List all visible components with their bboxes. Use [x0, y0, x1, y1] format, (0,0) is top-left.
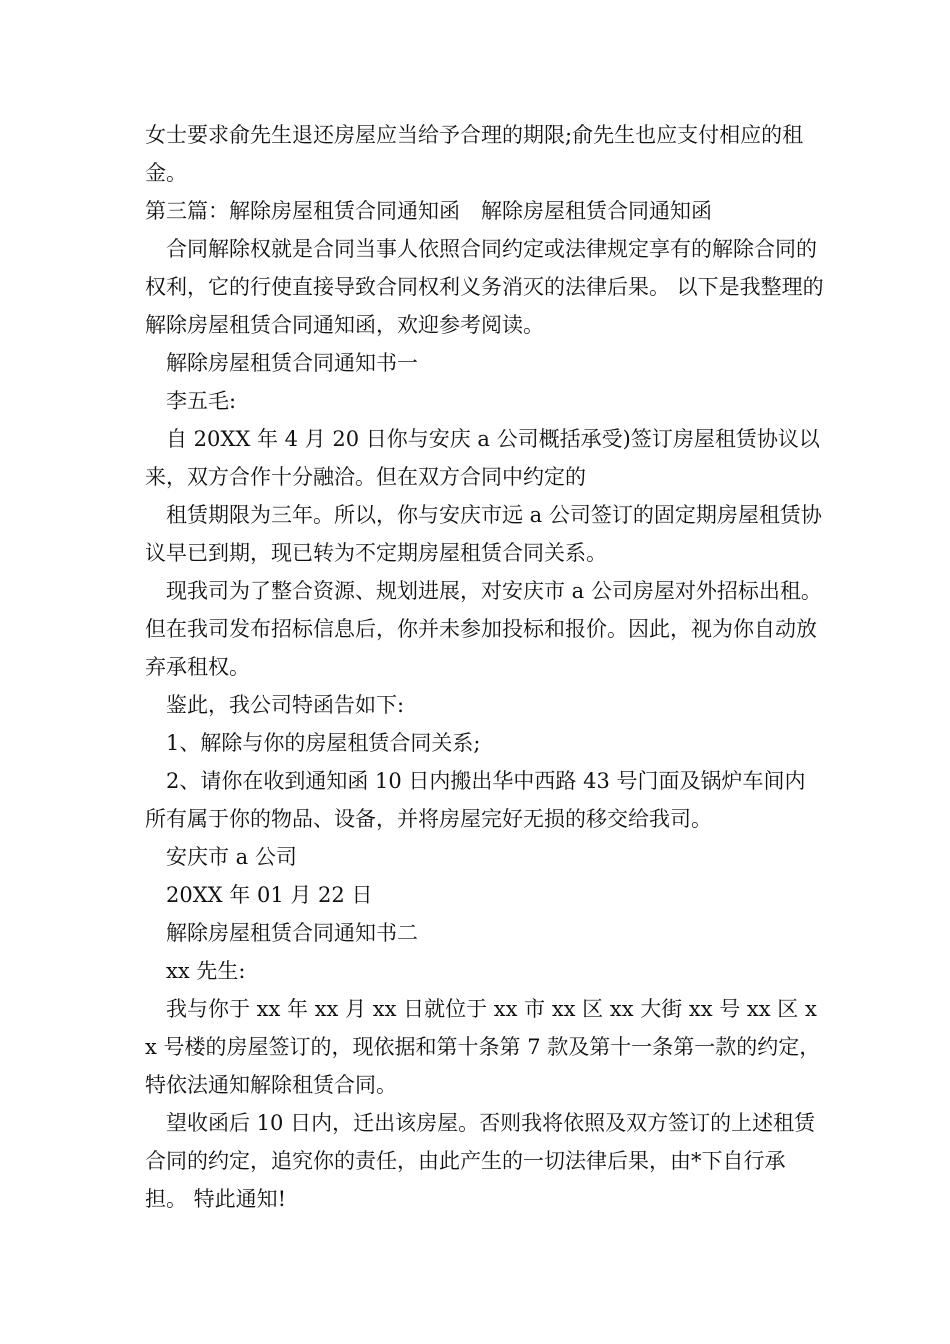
notice-one-paragraph: 现我司为了整合资源、规划进展，对安庆市 a 公司房屋对外招标出租。但在我司发布招标信息后，你并未参加投标和报价。因此，视为你自动放弃承租权。: [145, 579, 822, 679]
notice-two-paragraph: 望收函后 10 日内，迁出该房屋。否则我将依照及双方签订的上述租赁合同的约定，追究你的责任，由此产生的一切法律后果，由*下自行承担。 特此通知!: [145, 1111, 816, 1211]
notice-two-paragraph: 我与你于 xx 年 xx 月 xx 日就位于 xx 市 xx 区 xx 大街 xx 号 xx 区 xx 号楼的房屋签订的，现依据和第十条第 7 款及第十一条第一款的约定，特依法通知解除租赁合同。: [145, 997, 821, 1097]
notice-one-title: 解除房屋租赁合同通知书一: [166, 351, 418, 375]
notice-two-addressee: xx 先生:: [166, 959, 246, 983]
notice-one-date: 20XX 年 01 月 22 日: [166, 883, 373, 907]
document-body: [145, 116, 825, 1218]
paragraph-continuation: 女士要求俞先生退还房屋应当给予合理的期限;俞先生也应支付相应的租金。: [145, 123, 804, 185]
notice-one-paragraph: 鉴此，我公司特函告如下:: [166, 693, 405, 717]
notice-one-paragraph: 租赁期限为三年。所以，你与安庆市远 a 公司签订的固定期房屋租赁协议早已到期，现已转为不定期房屋租赁合同关系。: [145, 503, 822, 565]
notice-two-title: 解除房屋租赁合同通知书二: [166, 921, 418, 945]
notice-one-item: 2、请你在收到通知函 10 日内搬出华中西路 43 号门面及锅炉车间内所有属于你的物品、设备，并将房屋完好无损的移交给我司。: [145, 769, 806, 831]
section-heading: 第三篇：解除房屋租赁合同通知函 解除房屋租赁合同通知函: [145, 199, 712, 223]
notice-one-paragraph: 自 20XX 年 4 月 20 日你与安庆 a 公司概括承受)签订房屋租赁协议以来，双方合作十分融洽。但在双方合同中约定的: [145, 427, 820, 489]
notice-one-item: 1、解除与你的房屋租赁合同关系;: [166, 731, 481, 755]
intro-paragraph: 合同解除权就是合同当事人依照合同约定或法律规定享有的解除合同的权利，它的行使直接导致合同权利义务消灭的法律后果。 以下是我整理的解除房屋租赁合同通知函，欢迎参考阅读。: [145, 237, 824, 337]
notice-one-signature: 安庆市 a 公司: [166, 845, 297, 869]
notice-one-addressee: 李五毛:: [166, 389, 237, 413]
